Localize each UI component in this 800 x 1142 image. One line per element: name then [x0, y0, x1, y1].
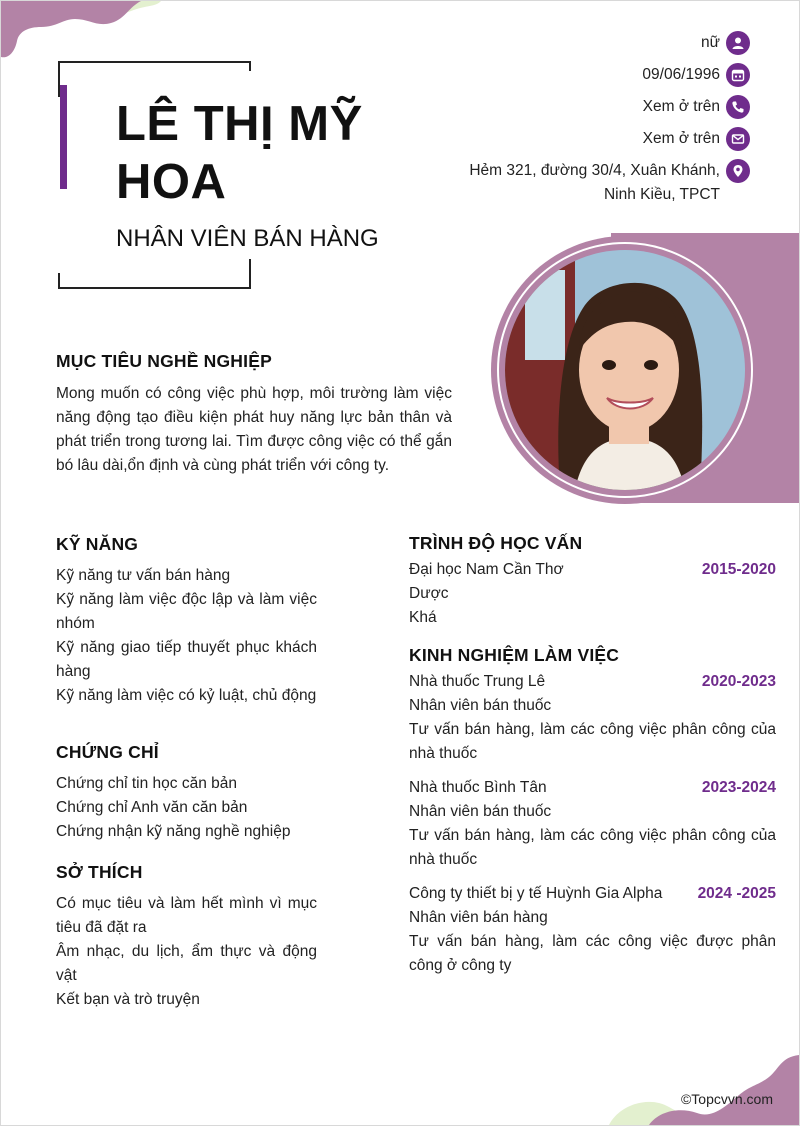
description: Tư vấn bán hàng, làm các công việc được phân công ở công ty [409, 933, 776, 974]
contact-block [390, 31, 750, 215]
company-name: Nhà thuốc Bình Tân [409, 779, 547, 796]
gender-text: nữ [701, 34, 720, 51]
description: Tư vấn bán hàng, làm các công việc phân công của nhà thuốc [409, 721, 776, 762]
position: Nhân viên bán thuốc [409, 803, 552, 820]
company-name: Nhà thuốc Trung Lê [409, 673, 546, 690]
objective-title: MỤC TIÊU NGHỀ NGHIỆP [56, 351, 272, 371]
list-item: Có mục tiêu và làm hết mình vì mục tiêu đã đặt ra [56, 895, 317, 936]
hobbies-list [56, 892, 317, 1012]
list-item: Âm nhạc, du lịch, ẩm thực và động vật [56, 943, 317, 984]
list-item: Kỹ năng làm việc có kỷ luật, chủ động [56, 687, 317, 704]
address-text: Hẻm 321, đường 30/4, Xuân Khánh, Ninh Kiều, TPCT [469, 162, 720, 203]
dob-text: 09/06/1996 [642, 66, 720, 83]
education-grade: Khá [409, 609, 437, 626]
list-item: Kết bạn và trò truyện [56, 991, 200, 1008]
experience-years: 2024 -2025 [697, 885, 776, 902]
experience-entry [409, 670, 776, 766]
calendar-icon [726, 63, 750, 87]
experience-years: 2020-2023 [701, 673, 776, 690]
list-item: Kỹ năng giao tiếp thuyết phục khách hàng [56, 639, 317, 680]
corner-blob-bottom-right [609, 1055, 799, 1125]
list-item: Chứng chỉ Anh văn căn bản [56, 799, 248, 816]
objective-text: Mong muốn có công việc phù hợp, môi trường làm việc năng động tạo điều kiện phát huy năng lực bản thân và phát triển trong tương lai. Tìm được công việc có thể gắn bó lâu dài,ổn định và cùng phát triển với công ty. [56, 385, 452, 474]
experience-title: KINH NGHIỆM LÀM VIỆC [409, 645, 620, 665]
person-icon [726, 31, 750, 55]
mail-icon [726, 127, 750, 151]
candidate-name: LÊ THỊ MỸ HOA [116, 97, 363, 209]
photo-ring [491, 236, 759, 504]
list-item: Kỹ năng tư vấn bán hàng [56, 567, 231, 584]
education-title: TRÌNH ĐỘ HỌC VẤN [409, 533, 583, 553]
location-pin-icon [726, 159, 750, 183]
contact-dob [390, 63, 750, 87]
certificates-title: CHỨNG CHỈ [56, 742, 159, 762]
experience-entry [409, 882, 776, 978]
name-accent-bar [60, 85, 67, 189]
profile-photo [505, 250, 745, 490]
list-item: Chứng nhận kỹ năng nghề nghiệp [56, 823, 291, 840]
contact-gender [390, 31, 750, 55]
certificates-list [56, 772, 317, 844]
education-major: Dược [409, 585, 449, 602]
company-name: Công ty thiết bị y tế Huỳnh Gia Alpha [409, 885, 663, 902]
school-name: Đại học Nam Cần Thơ [409, 561, 564, 578]
position: Nhân viên bán hàng [409, 909, 548, 926]
email-text: Xem ở trên [642, 130, 720, 147]
copyright: ©Topcvvn.com [680, 1091, 773, 1107]
position: Nhân viên bán thuốc [409, 697, 552, 714]
list-item: Chứng chỉ tin học căn bản [56, 775, 237, 792]
list-item: Kỹ năng làm việc độc lập và làm việc nhóm [56, 591, 317, 632]
phone-text: Xem ở trên [642, 98, 720, 115]
experience-entry [409, 776, 776, 872]
skills-list [56, 564, 317, 708]
skills-title: KỸ NĂNG [56, 534, 139, 554]
job-title: NHÂN VIÊN BÁN HÀNG [116, 225, 379, 252]
education-entry [409, 558, 776, 630]
experience-years: 2023-2024 [701, 779, 776, 796]
phone-icon [726, 95, 750, 119]
contact-phone [390, 95, 750, 119]
contact-email [390, 127, 750, 151]
hobbies-title: SỞ THÍCH [56, 862, 143, 882]
corner-blob-top-left [1, 1, 171, 61]
contact-address [390, 159, 750, 207]
description: Tư vấn bán hàng, làm các công việc phân công của nhà thuốc [409, 827, 776, 868]
education-years: 2015-2020 [701, 561, 776, 578]
